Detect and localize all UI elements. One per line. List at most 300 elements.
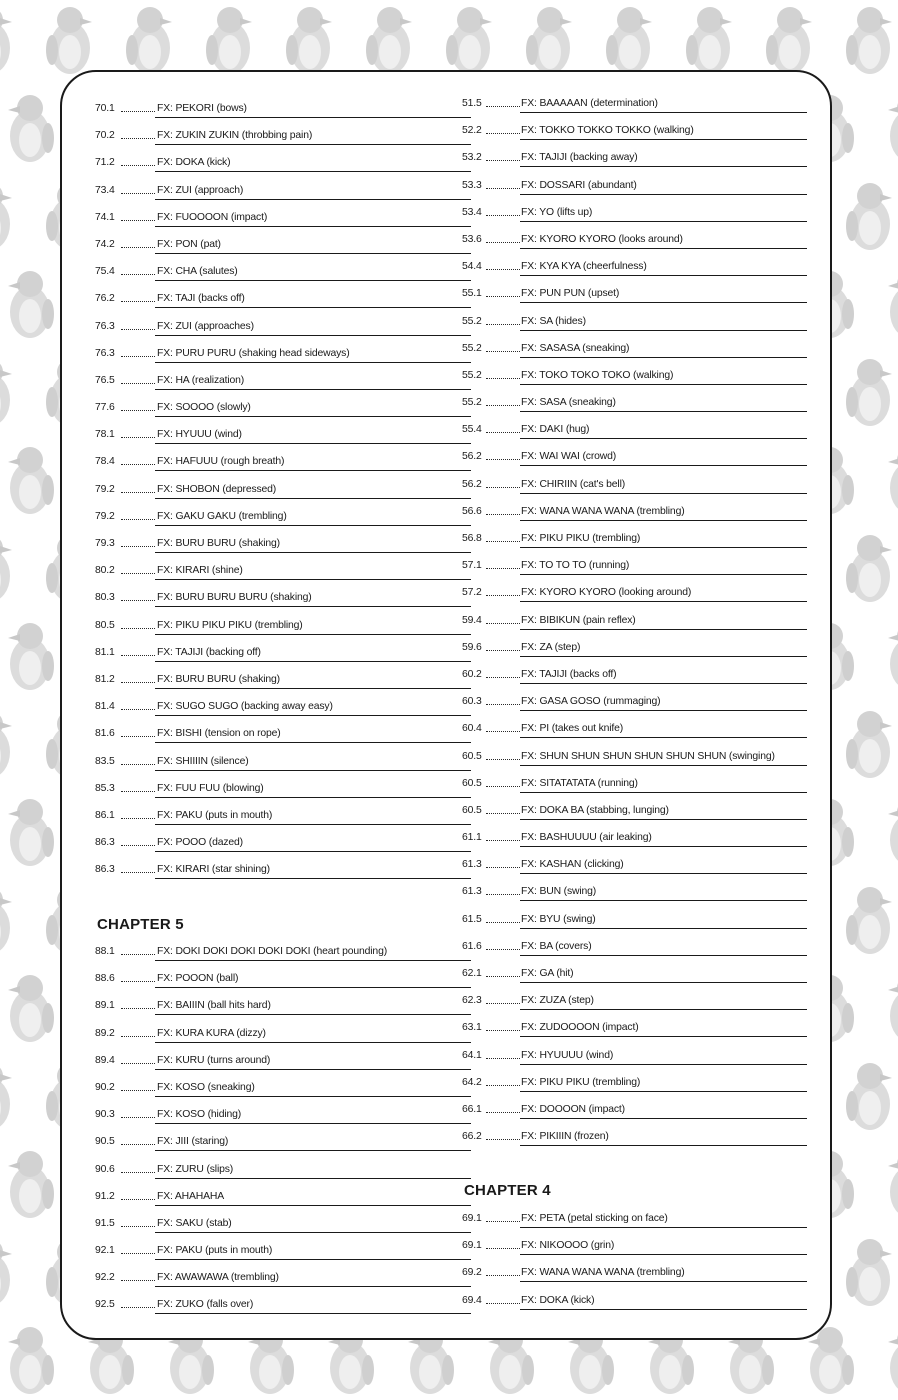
fx-entry <box>95 96 471 123</box>
fx-description: FX: HYUUU (wind) <box>157 429 242 441</box>
fx-entry <box>462 1097 807 1124</box>
page-number: 60.5 <box>462 804 482 816</box>
underline-rule <box>155 226 471 227</box>
leader-dots <box>121 1280 155 1281</box>
fx-description: FX: PIKU PIKU PIKU (trembling) <box>157 619 303 631</box>
leader-dots <box>121 274 155 275</box>
underline-rule <box>520 166 807 167</box>
fx-description: FX: HYUUUU (wind) <box>521 1049 614 1061</box>
page-number: 56.8 <box>462 533 482 544</box>
page-number: 56.2 <box>462 451 482 463</box>
fx-entry <box>95 776 471 803</box>
fx-entry <box>462 1206 807 1233</box>
page-number: 90.3 <box>95 1109 115 1121</box>
leader-dots <box>121 1253 155 1254</box>
fx-entry <box>462 635 807 662</box>
fx-entry <box>95 1238 471 1265</box>
page-number: 64.1 <box>462 1049 482 1061</box>
leader-dots <box>121 872 155 873</box>
leader-dots <box>486 1139 520 1140</box>
fx-description: FX: PIKIIIN (frozen) <box>521 1131 609 1143</box>
underline-rule <box>520 1254 807 1255</box>
fx-entry <box>462 336 807 363</box>
page-number: 79.2 <box>95 510 115 522</box>
leader-dots <box>121 954 155 955</box>
leader-dots <box>486 650 520 651</box>
page-number: 61.3 <box>462 886 482 898</box>
underline-rule <box>520 1091 807 1092</box>
fx-entry <box>462 1043 807 1070</box>
fx-entry <box>462 227 807 254</box>
fx-entry <box>462 417 807 444</box>
fx-description: FX: YO (lifts up) <box>521 206 593 218</box>
page-number: 78.1 <box>95 429 115 441</box>
page-number: 80.3 <box>95 592 115 604</box>
fx-entry <box>462 771 807 798</box>
page-number: 80.2 <box>95 565 115 577</box>
fx-description: FX: KYORO KYORO (looking around) <box>521 587 692 599</box>
underline-rule <box>520 1309 807 1310</box>
underline-rule <box>155 1313 471 1314</box>
fx-entry <box>95 585 471 612</box>
fx-entry <box>462 662 807 689</box>
fx-description: FX: WANA WANA WANA (trembling) <box>521 505 685 517</box>
fx-entry <box>462 988 807 1015</box>
leader-dots <box>486 160 520 161</box>
leader-dots <box>486 514 520 515</box>
page-number: 60.5 <box>462 750 482 762</box>
leader-dots <box>121 329 155 330</box>
fx-description: FX: BURU BURU (shaking) <box>157 538 280 549</box>
fx-description: FX: SHOBON (depressed) <box>157 483 277 495</box>
fx-description: FX: GA (hit) <box>521 968 574 979</box>
fx-entry <box>462 553 807 580</box>
fx-description: FX: BUN (swing) <box>521 886 597 898</box>
fx-description: FX: DOKA (kick) <box>521 1294 595 1306</box>
fx-description: FX: POOO (dazed) <box>157 837 243 849</box>
fx-entry <box>462 1070 807 1097</box>
fx-description: FX: SHIIIIN (silence) <box>157 755 249 767</box>
page-number: 92.2 <box>95 1272 115 1284</box>
fx-description: FX: ZUI (approaches) <box>157 320 254 332</box>
fx-entry <box>462 825 807 852</box>
fx-entry <box>95 449 471 476</box>
underline-rule <box>520 1036 807 1037</box>
page-number: 53.6 <box>462 233 482 245</box>
fx-description: FX: KURA KURA (dizzy) <box>157 1027 266 1039</box>
fx-entry <box>95 368 471 395</box>
underline-rule <box>155 661 471 662</box>
fx-description: FX: AWAWAWA (trembling) <box>157 1272 279 1284</box>
fx-entry <box>462 281 807 308</box>
leader-dots <box>486 949 520 950</box>
leader-dots <box>486 731 520 732</box>
page-number: 88.1 <box>95 946 115 957</box>
underline-rule <box>155 1259 471 1260</box>
page-number: 81.6 <box>95 728 115 740</box>
fx-description: FX: SASASA (sneaking) <box>521 342 630 354</box>
fx-description: FX: HAFUUU (rough breath) <box>157 456 285 468</box>
fx-entry <box>95 395 471 422</box>
fx-entry <box>462 907 807 934</box>
fx-entry <box>95 259 471 286</box>
leader-dots <box>121 1226 155 1227</box>
leader-dots <box>121 111 155 112</box>
sound-effects-glossary-panel <box>60 70 832 1340</box>
leader-dots <box>121 709 155 710</box>
leader-dots <box>121 981 155 982</box>
underline-rule <box>520 221 807 222</box>
underline-rule <box>520 520 807 521</box>
fx-description: FX: TOKO TOKO TOKO (walking) <box>521 369 674 381</box>
page-number: 88.6 <box>95 973 115 985</box>
underline-rule <box>155 144 471 145</box>
fx-list <box>462 91 807 1151</box>
fx-entry <box>462 526 807 553</box>
fx-entry <box>95 422 471 449</box>
fx-entry <box>95 531 471 558</box>
leader-dots <box>486 405 520 406</box>
underline-rule <box>520 194 807 195</box>
fx-description: FX: PEKORI (bows) <box>157 103 247 114</box>
page-number: 74.1 <box>95 211 115 223</box>
fx-description: FX: PIKU PIKU (trembling) <box>521 1076 641 1088</box>
fx-entry <box>95 1129 471 1156</box>
underline-rule <box>520 629 807 630</box>
page-number: 70.1 <box>95 103 115 114</box>
underline-rule <box>155 280 471 281</box>
leader-dots <box>486 568 520 569</box>
leader-dots <box>486 1248 520 1249</box>
fx-description: FX: AHAHAHA <box>157 1190 225 1202</box>
leader-dots <box>121 736 155 737</box>
fx-entry <box>95 232 471 259</box>
fx-entry <box>462 879 807 906</box>
leader-dots <box>486 1030 520 1031</box>
fx-description: FX: TOKKO TOKKO TOKKO (walking) <box>521 125 694 137</box>
page-number: 86.3 <box>95 837 115 849</box>
page-number: 86.3 <box>95 864 115 876</box>
fx-description: FX: TAJIJI (backs off) <box>521 668 617 680</box>
underline-rule <box>155 552 471 553</box>
page-number: 51.5 <box>462 98 482 109</box>
fx-description: FX: PIKU PIKU (trembling) <box>521 533 641 544</box>
leader-dots <box>486 976 520 977</box>
page-number: 74.2 <box>95 238 115 250</box>
page-number: 89.2 <box>95 1027 115 1039</box>
fx-entry <box>95 1292 471 1319</box>
page-number: 61.3 <box>462 859 482 871</box>
fx-description: FX: KIRARI (shine) <box>157 565 243 577</box>
fx-entry <box>95 721 471 748</box>
underline-rule <box>520 1227 807 1228</box>
fx-description: FX: DOKI DOKI DOKI DOKI DOKI (heart pounding) <box>157 946 388 957</box>
fx-list-chapter-4 <box>462 1206 807 1315</box>
underline-rule <box>155 851 471 852</box>
fx-description: FX: GASA GOSO (rummaging) <box>521 696 661 708</box>
underline-rule <box>520 955 807 956</box>
fx-description: FX: GAKU GAKU (trembling) <box>157 510 287 522</box>
page-number: 70.2 <box>95 130 115 142</box>
fx-entry <box>95 993 471 1020</box>
page-number: 85.3 <box>95 782 115 794</box>
fx-description: FX: POOON (ball) <box>157 973 239 985</box>
fx-description: FX: FUOOOON (impact) <box>157 211 268 223</box>
fx-entry <box>95 1157 471 1184</box>
fx-entry <box>95 803 471 830</box>
fx-description: FX: PI (takes out knife) <box>521 723 624 735</box>
leader-dots <box>121 410 155 411</box>
page-number: 61.5 <box>462 913 482 925</box>
fx-description: FX: ZUI (approach) <box>157 184 244 196</box>
leader-dots <box>121 573 155 574</box>
leader-dots <box>486 759 520 760</box>
fx-entry <box>95 830 471 857</box>
fx-description: FX: ZURU (slips) <box>157 1163 234 1175</box>
underline-rule <box>520 765 807 766</box>
underline-rule <box>155 634 471 635</box>
underline-rule <box>155 1096 471 1097</box>
page-number: 69.1 <box>462 1213 482 1224</box>
leader-dots <box>121 247 155 248</box>
page-number: 60.2 <box>462 668 482 680</box>
underline-rule <box>520 873 807 874</box>
leader-dots <box>121 682 155 683</box>
fx-entry <box>95 939 471 966</box>
page-number: 59.6 <box>462 641 482 653</box>
fx-description: FX: KASHAN (clicking) <box>521 859 624 871</box>
fx-description: FX: KYA KYA (cheerfulness) <box>521 261 647 273</box>
leader-dots <box>486 677 520 678</box>
leader-dots <box>486 215 520 216</box>
underline-rule <box>155 1014 471 1015</box>
fx-description: FX: DOOOON (impact) <box>521 1103 625 1115</box>
page-number: 90.2 <box>95 1081 115 1093</box>
page-number: 73.4 <box>95 184 115 196</box>
fx-description: FX: BURU BURU (shaking) <box>157 673 280 685</box>
page-number: 62.3 <box>462 995 482 1007</box>
leader-dots <box>486 1221 520 1222</box>
page-number: 53.2 <box>462 152 482 164</box>
fx-entry <box>95 477 471 504</box>
underline-rule <box>155 987 471 988</box>
fx-description: FX: KOSO (hiding) <box>157 1109 242 1121</box>
leader-dots <box>121 1117 155 1118</box>
page-number: 89.4 <box>95 1054 115 1066</box>
page-number: 80.5 <box>95 619 115 631</box>
fx-description: FX: ZUKIN ZUKIN (throbbing pain) <box>157 130 313 142</box>
leader-dots <box>121 1008 155 1009</box>
leader-dots <box>486 922 520 923</box>
page-number: 83.5 <box>95 755 115 767</box>
leader-dots <box>486 487 520 488</box>
underline-rule <box>155 688 471 689</box>
page-number: 61.6 <box>462 940 482 952</box>
page-number: 81.2 <box>95 673 115 685</box>
underline-rule <box>155 1178 471 1179</box>
underline-rule <box>520 275 807 276</box>
page-number: 60.3 <box>462 696 482 708</box>
fx-description: FX: KYORO KYORO (looks around) <box>521 233 683 245</box>
fx-description: FX: WAI WAI (crowd) <box>521 451 617 463</box>
leader-dots <box>486 351 520 352</box>
page-number: 55.2 <box>462 397 482 409</box>
leader-dots <box>486 1058 520 1059</box>
page-number: 62.1 <box>462 968 482 979</box>
underline-rule <box>155 742 471 743</box>
leader-dots <box>486 840 520 841</box>
fx-entry <box>462 798 807 825</box>
underline-rule <box>155 1150 471 1151</box>
leader-dots <box>121 356 155 357</box>
fx-description: FX: BAAAAAN (determination) <box>521 98 658 109</box>
leader-dots <box>121 193 155 194</box>
fx-description: FX: SOOOO (slowly) <box>157 402 251 414</box>
page-number: 63.1 <box>462 1022 482 1034</box>
leader-dots <box>486 269 520 270</box>
leader-dots <box>486 595 520 596</box>
underline-rule <box>155 1123 471 1124</box>
underline-rule <box>520 411 807 412</box>
leader-dots <box>486 106 520 107</box>
underline-rule <box>155 443 471 444</box>
page-number: 91.2 <box>95 1190 115 1202</box>
fx-description: FX: ZUDOOOON (impact) <box>521 1022 639 1034</box>
fx-description: FX: ZUZA (step) <box>521 995 594 1007</box>
page-number: 69.2 <box>462 1267 482 1279</box>
fx-description: FX: PON (pat) <box>157 238 221 250</box>
fx-description: FX: SA (hides) <box>521 315 586 327</box>
underline-rule <box>155 470 471 471</box>
leader-dots <box>486 133 520 134</box>
leader-dots <box>121 1036 155 1037</box>
page-number: 56.6 <box>462 505 482 517</box>
leader-dots <box>121 1063 155 1064</box>
underline-rule <box>520 982 807 983</box>
fx-description: FX: SHUN SHUN SHUN SHUN SHUN SHUN (swinging) <box>521 750 775 762</box>
fx-entry <box>462 961 807 988</box>
fx-description: FX: FUU FUU (blowing) <box>157 782 264 794</box>
fx-entry <box>95 1075 471 1102</box>
fx-description: FX: KOSO (sneaking) <box>157 1081 255 1093</box>
fx-description: FX: NIKOOOO (grin) <box>521 1240 615 1252</box>
underline-rule <box>155 389 471 390</box>
fx-entry <box>462 934 807 961</box>
underline-rule <box>155 307 471 308</box>
leader-dots <box>486 242 520 243</box>
leader-dots <box>121 764 155 765</box>
leader-dots <box>486 459 520 460</box>
leader-dots <box>486 296 520 297</box>
fx-description: FX: SAKU (stab) <box>157 1217 232 1229</box>
page-number: 54.4 <box>462 261 482 273</box>
page-number: 76.3 <box>95 320 115 332</box>
underline-rule <box>155 416 471 417</box>
fx-entry <box>462 145 807 172</box>
underline-rule <box>520 601 807 602</box>
underline-rule <box>520 438 807 439</box>
fx-entry <box>462 852 807 879</box>
fx-entry <box>462 744 807 771</box>
underline-rule <box>155 579 471 580</box>
fx-entry <box>462 580 807 607</box>
fx-description: FX: BURU BURU BURU (shaking) <box>157 592 312 604</box>
fx-entry <box>95 314 471 341</box>
page-number: 57.1 <box>462 560 482 572</box>
underline-rule <box>155 715 471 716</box>
underline-rule <box>155 1042 471 1043</box>
page-number: 55.2 <box>462 315 482 327</box>
fx-entry <box>462 472 807 499</box>
underline-rule <box>520 330 807 331</box>
leader-dots <box>486 623 520 624</box>
fx-description: FX: PAKU (puts in mouth) <box>157 1245 273 1257</box>
underline-rule <box>155 171 471 172</box>
fx-entry <box>95 1211 471 1238</box>
leader-dots <box>121 1199 155 1200</box>
leader-dots <box>121 845 155 846</box>
leader-dots <box>486 432 520 433</box>
underline-rule <box>155 335 471 336</box>
page-number: 53.4 <box>462 206 482 218</box>
page-number: 60.4 <box>462 723 482 735</box>
underline-rule <box>155 1232 471 1233</box>
fx-entry <box>95 1048 471 1075</box>
underline-rule <box>520 302 807 303</box>
fx-entry <box>95 1102 471 1129</box>
leader-dots <box>121 546 155 547</box>
fx-entry <box>95 150 471 177</box>
underline-rule <box>520 1281 807 1282</box>
page-number: 61.1 <box>462 832 482 844</box>
fx-entry <box>95 613 471 640</box>
leader-dots <box>121 301 155 302</box>
underline-rule <box>520 574 807 575</box>
fx-description: FX: TAJIJI (backing off) <box>157 646 261 658</box>
leader-dots <box>121 818 155 819</box>
page-number: 76.3 <box>95 347 115 359</box>
fx-description: FX: SITATATATA (running) <box>521 777 638 789</box>
fx-list-chapter-5 <box>95 939 471 1320</box>
leader-dots <box>121 437 155 438</box>
leader-dots <box>121 1090 155 1091</box>
fx-entry <box>462 1260 807 1287</box>
page-number: 79.3 <box>95 538 115 549</box>
fx-entry <box>462 200 807 227</box>
underline-rule <box>520 112 807 113</box>
page-number: 57.2 <box>462 587 482 599</box>
fx-entry <box>462 91 807 118</box>
leader-dots <box>121 1172 155 1173</box>
fx-description: FX: SASA (sneaking) <box>521 397 616 409</box>
page-number: 69.4 <box>462 1294 482 1306</box>
fx-entry <box>462 1233 807 1260</box>
fx-entry <box>462 1288 807 1315</box>
page-number: 60.5 <box>462 777 482 789</box>
fx-entry <box>462 363 807 390</box>
page-number: 55.2 <box>462 369 482 381</box>
underline-rule <box>155 824 471 825</box>
page-number: 55.4 <box>462 424 482 436</box>
fx-description: FX: BYU (swing) <box>521 913 596 925</box>
leader-dots <box>486 704 520 705</box>
page-number: 79.2 <box>95 483 115 495</box>
leader-dots <box>486 867 520 868</box>
underline-rule <box>155 525 471 526</box>
underline-rule <box>520 384 807 385</box>
chapter-heading: CHAPTER 4 <box>464 1182 551 1199</box>
fx-entry <box>95 1184 471 1211</box>
